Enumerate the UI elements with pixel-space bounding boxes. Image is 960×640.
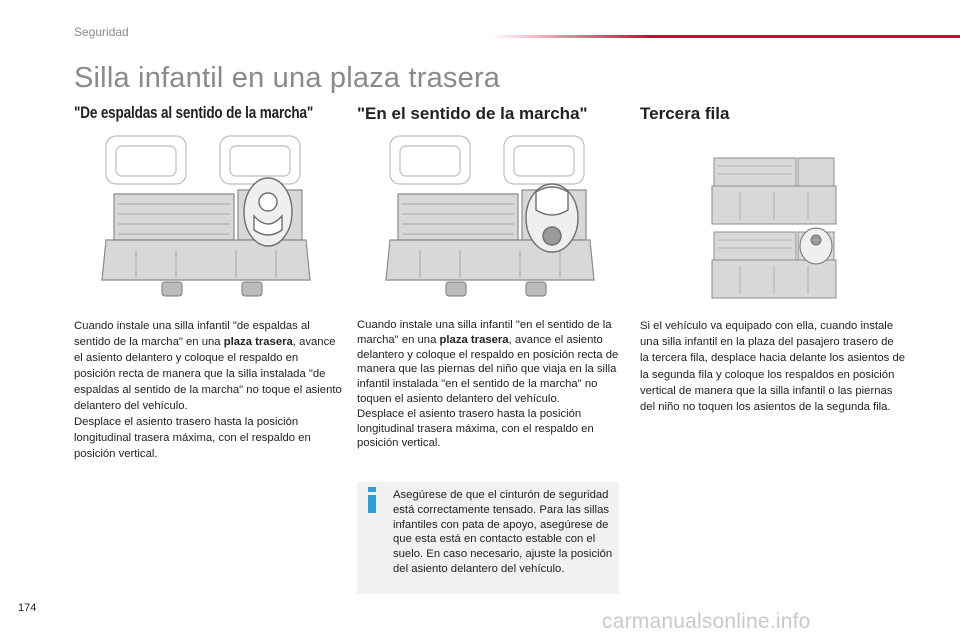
forward-facing-instructions: Cuando instale una silla infantil "en el sentido de la marcha" en una plaza trasera, avance el asiento delantero y coloque el respaldo en posición recta de manera que las piernas del niño que viaja en la silla infantil instalada "en el sentido de la marcha" no toquen el asiento delantero del vehículo. Desplace el asiento trasero hasta la posición longitudinal trasera máxima, con el respaldo en posición vertical. xyxy=(357,319,619,450)
page-title: Silla infantil en una plaza trasera xyxy=(74,62,501,94)
rear-facing-instructions: Cuando instale una silla infantil "de espaldas al sentido de la marcha" en una plaza trasera, avance el asiento delantero y coloque el respaldo en posición recta de manera que la silla instalada "de espaldas al sentido de la marcha" no toque el asiento delantero del vehículo. Desplace el asiento trasero hasta la posición longitudinal trasera máxima, con el respaldo en posición vertical. xyxy=(74,320,342,460)
heading-third-row: Tercera fila xyxy=(640,104,730,123)
info-note-text: Asegúrese de que el cinturón de seguridad está correctamente tensado. Para las sillas infantiles con pata de apoyo, asegúrese de que esta está en contacto estable con el suelo. En caso necesario, ajuste la posición del asiento delantero del vehículo. xyxy=(393,489,613,575)
third-row-seat-illustration xyxy=(710,154,838,302)
forward-facing-seat-illustration xyxy=(380,132,608,304)
header-accent-rule xyxy=(490,35,960,38)
info-icon xyxy=(365,487,379,513)
section-label: Seguridad xyxy=(74,25,129,39)
third-row-instructions: Si el vehículo va equipado con ella, cuando instale una silla infantil en la plaza del pasajero trasero de la tercera fila, desplace hacia delante los asientos de la segunda fila y coloque los respaldos en posición vertical de manera que la silla infantil o las piernas del niño no toquen los asientos de la segunda fila. xyxy=(640,320,906,414)
heading-forward-facing: "En el sentido de la marcha" xyxy=(357,104,588,123)
page-number: 174 xyxy=(18,602,37,614)
heading-rear-facing: "De espaldas al sentido de la marcha" xyxy=(74,104,314,122)
rear-facing-seat-illustration xyxy=(96,132,324,304)
watermark: carmanualsonline.info xyxy=(602,610,811,633)
